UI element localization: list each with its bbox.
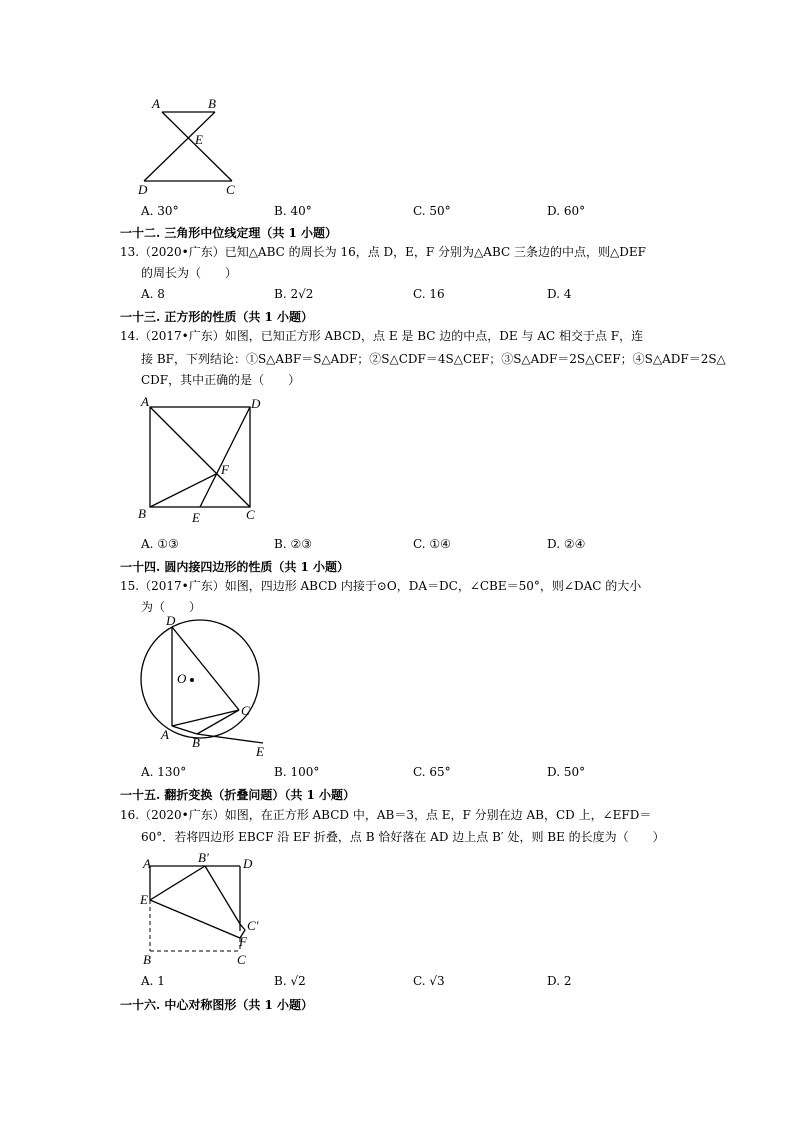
q16-option-d[interactable]: D. 2 bbox=[547, 974, 572, 988]
label-E: E bbox=[140, 892, 148, 907]
q14-option-b[interactable]: B. ②③ bbox=[274, 537, 312, 551]
q15-option-d[interactable]: D. 50° bbox=[547, 765, 586, 779]
section-heading-15: 一十五. 翻折变换（折叠问题）（共 1 小题） bbox=[120, 788, 356, 802]
q16-option-b[interactable]: B. √2 bbox=[274, 974, 306, 988]
label-B: B bbox=[138, 506, 146, 521]
label-C: C bbox=[237, 952, 246, 967]
figure-q12 bbox=[130, 92, 250, 202]
label-B: B bbox=[143, 952, 151, 967]
label-C-prime: C′ bbox=[247, 918, 259, 933]
q13-option-a[interactable]: A. 8 bbox=[141, 287, 165, 301]
q12-option-c[interactable]: C. 50° bbox=[413, 204, 451, 218]
q12-option-d[interactable]: D. 60° bbox=[547, 204, 586, 218]
section-heading-12: 一十二. 三角形中位线定理（共 1 小题） bbox=[120, 226, 338, 240]
label-O: O bbox=[177, 671, 187, 686]
figure-q14 bbox=[135, 392, 270, 527]
label-A: A bbox=[161, 727, 169, 742]
label-B: B bbox=[208, 96, 216, 111]
label-A: A bbox=[152, 96, 160, 111]
label-C: C bbox=[241, 703, 250, 718]
section-heading-13: 一十三. 正方形的性质（共 1 小题） bbox=[120, 310, 314, 324]
label-B-prime: B′ bbox=[198, 850, 209, 865]
q16-text-line1: 16.（2020•广东）如图，在正方形 ABCD 中，AB＝3，点 E，F 分别在边 AB，CD 上，∠EFD＝ bbox=[120, 808, 652, 822]
label-A: A bbox=[143, 856, 151, 871]
q16-text-line2: 60°．若将四边形 EBCF 沿 EF 折叠，点 B 恰好落在 AD 边上点 B′ 处，则 BE 的长度为（ ） bbox=[141, 830, 665, 844]
label-D: D bbox=[138, 182, 148, 197]
label-E: E bbox=[192, 510, 200, 525]
q13-text-line2: 的周长为（ ） bbox=[141, 266, 238, 280]
q13-option-b[interactable]: B. 2√2 bbox=[274, 287, 314, 301]
q15-text-line1: 15.（2017•广东）如图，四边形 ABCD 内接于⊙O，DA＝DC，∠CBE＝50°，则∠DAC 的大小 bbox=[120, 579, 642, 593]
label-A: A bbox=[141, 394, 149, 409]
q13-text-line1: 13.（2020•广东）已知△ABC 的周长为 16，点 D，E，F 分别为△ABC 三条边的中点，则△DEF bbox=[120, 245, 646, 259]
figure-q15 bbox=[130, 612, 275, 760]
label-F: F bbox=[239, 934, 247, 949]
figure-q16 bbox=[135, 848, 270, 968]
section-heading-16: 一十六. 中心对称图形（共 1 小题） bbox=[120, 998, 314, 1012]
label-C: C bbox=[246, 507, 255, 522]
section-heading-14: 一十四. 圆内接四边形的性质（共 1 小题） bbox=[120, 560, 350, 574]
label-E: E bbox=[256, 744, 264, 759]
q13-option-d[interactable]: D. 4 bbox=[547, 287, 572, 301]
label-D: D bbox=[243, 856, 253, 871]
q16-option-a[interactable]: A. 1 bbox=[141, 974, 165, 988]
q16-option-c[interactable]: C. √3 bbox=[413, 974, 445, 988]
q14-text-line3: CDF，其中正确的是（ ） bbox=[141, 373, 301, 387]
q14-option-c[interactable]: C. ①④ bbox=[413, 537, 451, 551]
q14-text-line2: 接 BF，下列结论：①S△ABF＝S△ADF；②S△CDF＝4S△CEF；③S△ADF＝2S△CEF；④S△ADF＝2S△ bbox=[141, 352, 726, 366]
label-B: B bbox=[192, 735, 200, 750]
label-D: D bbox=[166, 613, 176, 628]
q12-option-a[interactable]: A. 30° bbox=[141, 204, 179, 218]
label-F: F bbox=[221, 462, 229, 477]
q14-option-d[interactable]: D. ②④ bbox=[547, 537, 586, 551]
q15-option-c[interactable]: C. 65° bbox=[413, 765, 451, 779]
q15-option-b[interactable]: B. 100° bbox=[274, 765, 320, 779]
label-E: E bbox=[195, 132, 203, 147]
q12-option-b[interactable]: B. 40° bbox=[274, 204, 312, 218]
q14-option-a[interactable]: A. ①③ bbox=[141, 537, 179, 551]
q14-text-line1: 14.（2017•广东）如图，已知正方形 ABCD，点 E 是 BC 边的中点，DE 与 AC 相交于点 F，连 bbox=[120, 329, 644, 343]
label-D: D bbox=[251, 396, 261, 411]
label-C: C bbox=[226, 182, 235, 197]
q15-option-a[interactable]: A. 130° bbox=[141, 765, 187, 779]
q13-option-c[interactable]: C. 16 bbox=[413, 287, 445, 301]
q15-text-line2: 为（ ） bbox=[141, 600, 202, 614]
